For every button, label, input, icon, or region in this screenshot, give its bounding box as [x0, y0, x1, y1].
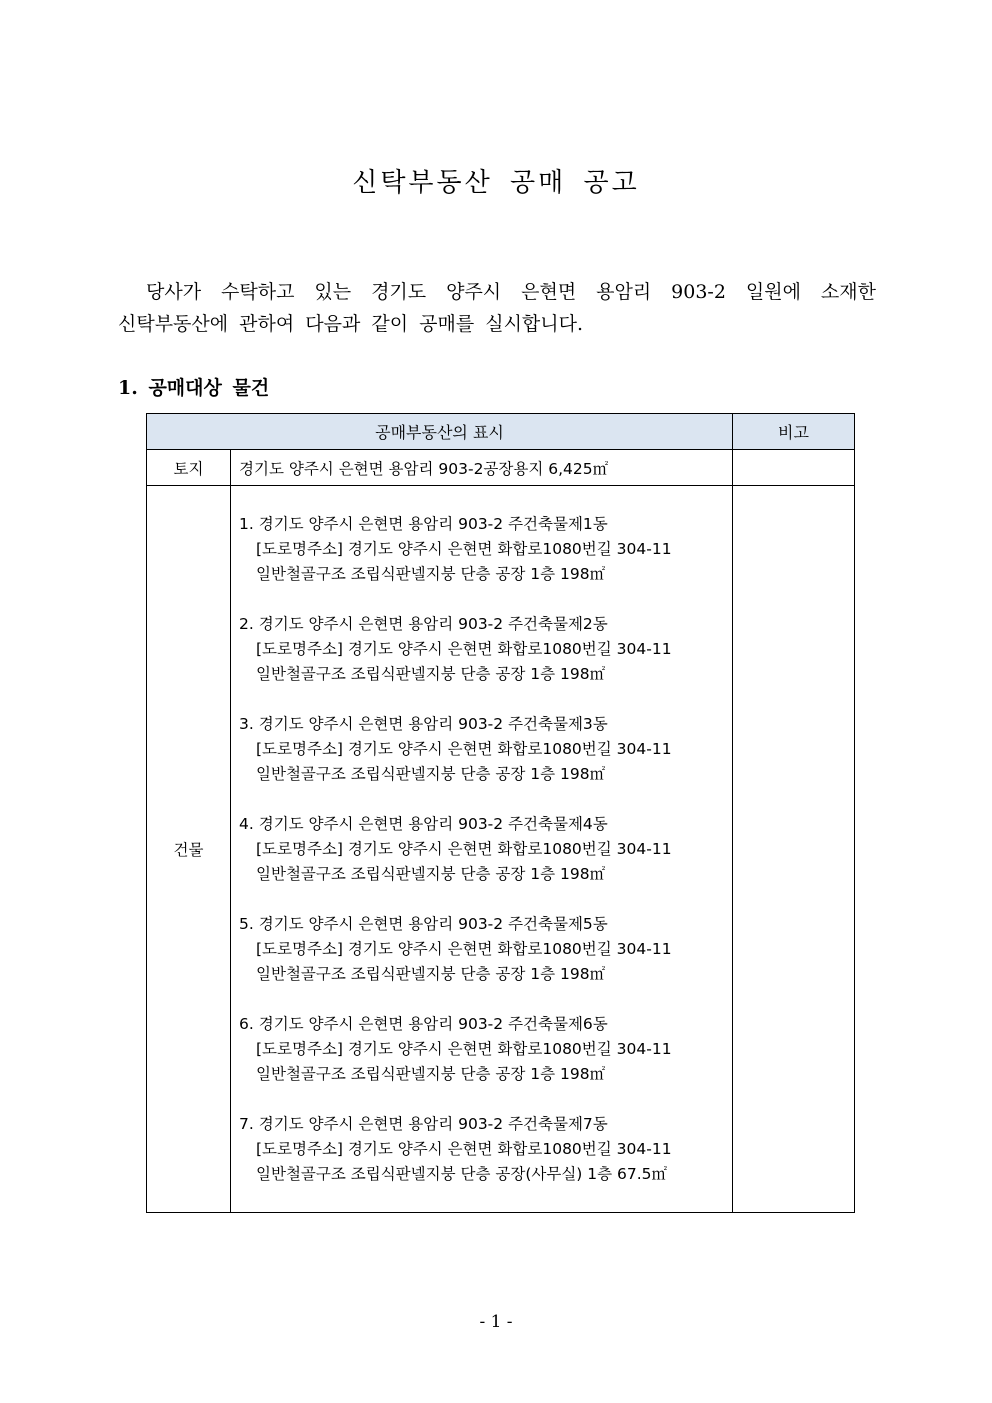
intro-paragraph — [118, 276, 876, 340]
table-header-row — [147, 414, 855, 450]
land-label: 토지 — [147, 450, 231, 486]
building-note — [733, 486, 855, 1213]
building-item — [239, 812, 732, 887]
building-item — [239, 512, 732, 587]
land-desc: 경기도 양주시 은현면 용암리 903-2공장용지 6,425㎡ — [231, 450, 733, 486]
building-list — [231, 486, 733, 1213]
building-item-line3: 일반철골구조 조립식판넬지붕 단층 공장 1층 198㎡ — [256, 765, 606, 783]
table-row-building — [147, 486, 855, 1213]
building-item-line3: 일반철골구조 조립식판넬지붕 단층 공장 1층 198㎡ — [256, 1065, 606, 1083]
building-item-line1: 4. 경기도 양주시 은현면 용암리 903-2 주건축물제4동 — [239, 815, 608, 833]
building-item-line3: 일반철골구조 조립식판넬지붕 단층 공장 1층 198㎡ — [256, 665, 606, 683]
building-item-line3: 일반철골구조 조립식판넬지붕 단층 공장(사무실) 1층 67.5㎡ — [256, 1165, 668, 1183]
building-items — [231, 486, 732, 1187]
page-number: - 1 - — [479, 1312, 513, 1332]
building-item — [239, 612, 732, 687]
building-item-line2: [도로명주소] 경기도 양주시 은현면 화합로1080번길 304-11 — [256, 740, 672, 758]
building-item-line1: 1. 경기도 양주시 은현면 용암리 903-2 주건축물제1동 — [239, 515, 608, 533]
land-note — [733, 450, 855, 486]
document-title: 신탁부동산 공매 공고 — [352, 168, 640, 198]
building-item-line1: 2. 경기도 양주시 은현면 용암리 903-2 주건축물제2동 — [239, 615, 608, 633]
table-row-land — [147, 450, 855, 486]
building-item-line2: [도로명주소] 경기도 양주시 은현면 화합로1080번길 304-11 — [256, 1040, 672, 1058]
building-item-line3: 일반철골구조 조립식판넬지붕 단층 공장 1층 198㎡ — [256, 965, 606, 983]
building-item-line2: [도로명주소] 경기도 양주시 은현면 화합로1080번길 304-11 — [256, 640, 672, 658]
building-item-line1: 3. 경기도 양주시 은현면 용암리 903-2 주건축물제3동 — [239, 715, 608, 733]
building-item-line1: 5. 경기도 양주시 은현면 용암리 903-2 주건축물제5동 — [239, 915, 608, 933]
header-note: 비고 — [733, 414, 855, 450]
building-item-line3: 일반철골구조 조립식판넬지붕 단층 공장 1층 198㎡ — [256, 865, 606, 883]
section-heading: 1. 공매대상 물건 — [118, 377, 270, 399]
building-item — [239, 1112, 732, 1187]
building-item-line1: 6. 경기도 양주시 은현면 용암리 903-2 주건축물제6동 — [239, 1015, 608, 1033]
building-item-line2: [도로명주소] 경기도 양주시 은현면 화합로1080번길 304-11 — [256, 840, 672, 858]
property-table — [146, 413, 855, 1213]
intro-line-1: 당사가 수탁하고 있는 경기도 양주시 은현면 용암리 903-2 일원에 소재한 — [146, 281, 876, 303]
building-item-line1: 7. 경기도 양주시 은현면 용암리 903-2 주건축물제7동 — [239, 1115, 608, 1133]
building-item — [239, 912, 732, 987]
intro-line-2: 신탁부동산에 관하여 다음과 같이 공매를 실시합니다. — [118, 313, 584, 335]
building-item-line3: 일반철골구조 조립식판넬지붕 단층 공장 1층 198㎡ — [256, 565, 606, 583]
building-label: 건물 — [147, 486, 231, 1213]
building-item-line2: [도로명주소] 경기도 양주시 은현면 화합로1080번길 304-11 — [256, 540, 672, 558]
building-item — [239, 712, 732, 787]
building-item — [239, 1012, 732, 1087]
building-item-line2: [도로명주소] 경기도 양주시 은현면 화합로1080번길 304-11 — [256, 940, 672, 958]
header-property: 공매부동산의 표시 — [147, 414, 733, 450]
building-item-line2: [도로명주소] 경기도 양주시 은현면 화합로1080번길 304-11 — [256, 1140, 672, 1158]
